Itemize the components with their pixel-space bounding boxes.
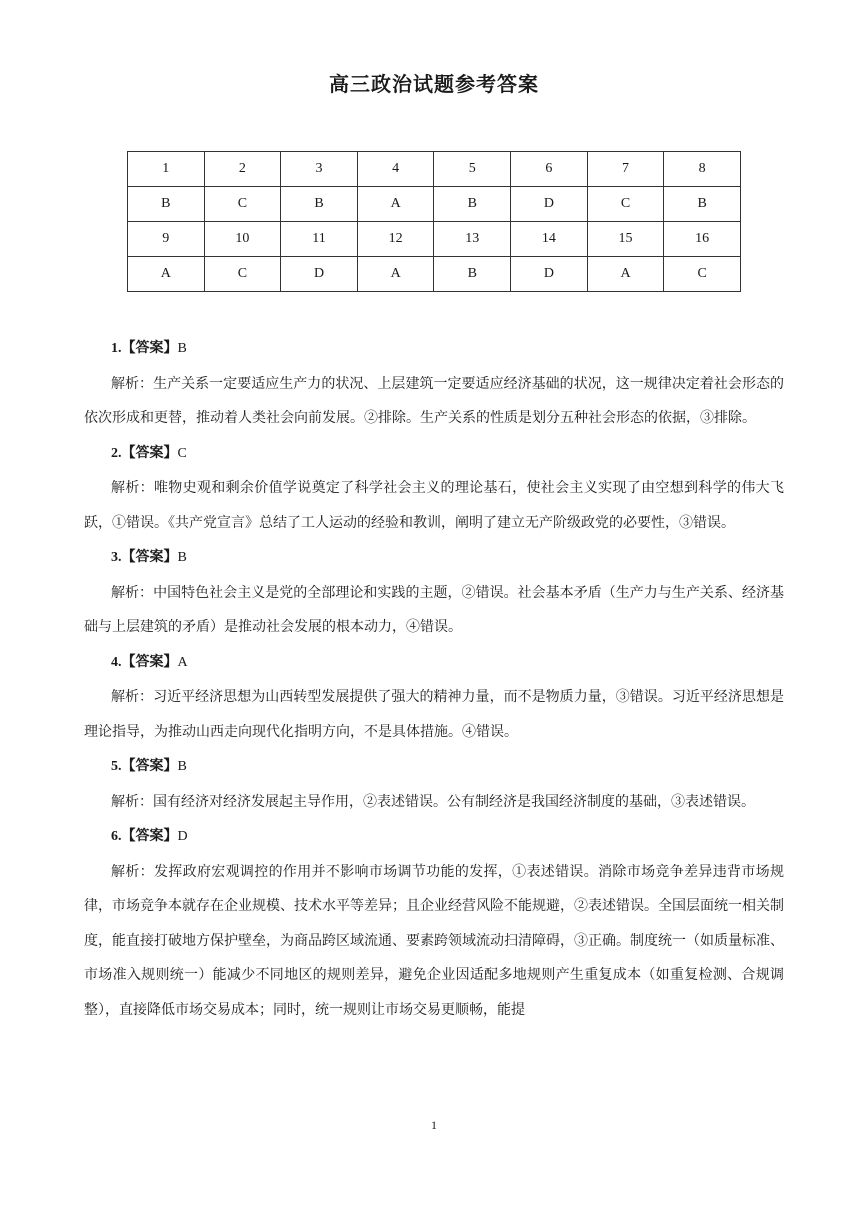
answer-letter: C — [177, 445, 187, 461]
explanation-paragraph: 解析：生产关系一定要适应生产力的状况、上层建筑一定要适应经济基础的状况，这一规律决定着社会形态的依次形成和更替，推动着人类社会向前发展。②排除。生产关系的性质是划分五种社会形态的依据，③排除。 — [84, 375, 784, 426]
answer-row — [128, 257, 741, 292]
answer-letter: B — [177, 759, 187, 774]
explanation-paragraph: 解析：中国特色社会主义是党的全部理论和实践的主题，②错误。社会基本矛盾（生产力与生产关系、经济基础与上层建筑的矛盾）是推动社会发展的根本动力，④错误。 — [84, 584, 784, 635]
question-number-cell: 4 — [357, 152, 434, 187]
answer-cell: A — [587, 257, 664, 292]
answer-cell: A — [357, 187, 434, 222]
answer-cell: B — [128, 187, 205, 222]
question-number-cell: 11 — [281, 222, 358, 257]
answer-letter: B — [177, 550, 187, 565]
answer-cell: B — [434, 257, 511, 292]
question-number-row — [128, 152, 741, 187]
question-answer-heading — [84, 819, 784, 855]
question-number-cell: 14 — [511, 222, 588, 257]
answer-row — [128, 187, 741, 222]
page-number: 1 — [431, 1118, 437, 1132]
answer-label: 【答案】 — [121, 444, 178, 461]
answer-cell: A — [128, 257, 205, 292]
answer-label: 【答案】 — [121, 340, 178, 356]
answer-letter: A — [177, 654, 188, 670]
answer-letter: D — [177, 829, 188, 844]
explanation-paragraph: 解析：国有经济对经济发展起主导作用，②表述错误。公有制经济是我国经济制度的基础，③表述错误。 — [111, 793, 755, 810]
explanation-paragraph: 解析：唯物史观和剩余价值学说奠定了科学社会主义的理论基石，使社会主义实现了由空想到科学的伟大飞跃，①错误。《共产党宣言》总结了工人运动的经验和教训，阐明了建立无产阶级政党的必要性，③错误。 — [84, 480, 784, 531]
question-answer-heading — [84, 645, 784, 681]
question-number: 1. — [111, 341, 122, 356]
question-number: 2. — [111, 445, 122, 461]
answer-cell: C — [587, 187, 664, 222]
question-number-cell: 8 — [664, 152, 741, 187]
answer-cell: C — [204, 187, 281, 222]
answer-label: 【答案】 — [121, 758, 178, 774]
page-title: 高三政治试题参考答案 — [329, 72, 539, 96]
question-number: 5. — [111, 759, 122, 774]
question-number-cell: 3 — [281, 152, 358, 187]
question-number-cell: 7 — [587, 152, 664, 187]
question-number-cell: 13 — [434, 222, 511, 257]
answer-cell: B — [664, 187, 741, 222]
answer-label: 【答案】 — [121, 549, 178, 565]
answer-cell: C — [664, 257, 741, 292]
answer-cell: D — [511, 257, 588, 292]
question-number-cell: 12 — [357, 222, 434, 257]
answer-letter: B — [177, 341, 187, 356]
question-number-cell: 2 — [204, 152, 281, 187]
question-answer-heading — [84, 749, 784, 785]
question-number-cell: 6 — [511, 152, 588, 187]
answer-table — [127, 151, 741, 292]
explanation-paragraph: 解析：习近平经济思想为山西转型发展提供了强大的精神力量，而不是物质力量，③错误。习近平经济思想是理论指导，为推动山西走向现代化指明方向，不是具体措施。④错误。 — [84, 689, 784, 740]
question-number-cell: 15 — [587, 222, 664, 257]
answer-cell: B — [434, 187, 511, 222]
question-number-row — [128, 222, 741, 257]
question-number-cell: 10 — [204, 222, 281, 257]
question-number-cell: 9 — [128, 222, 205, 257]
answer-cell: D — [511, 187, 588, 222]
question-answer-heading — [84, 331, 784, 367]
answer-cell: A — [357, 257, 434, 292]
answer-cell: C — [204, 257, 281, 292]
explanation-paragraph: 解析：发挥政府宏观调控的作用并不影响市场调节功能的发挥，①表述错误。消除市场竞争差异违背市场规律，市场竞争本就存在企业规模、技术水平等差异；且企业经营风险不能规避，②表述错误。全国层面统一相关制度，能直接打破地方保护壁垒，为商品跨区域流通、要素跨领域流动扫清障碍，③正确。制度统一（如质量标准、市场准入规则统一）能减少不同地区的规则差异，避免企业因适配多地规则产生重复成本（如重复检测、合规调整），直接降低市场交易成本；同时，统一规则让市场交易更顺畅，能提 — [84, 863, 784, 1018]
answer-label: 【答案】 — [121, 828, 178, 844]
question-number: 6. — [111, 829, 122, 844]
question-answer-heading — [84, 436, 784, 472]
answer-cell: B — [281, 187, 358, 222]
question-number-cell: 16 — [664, 222, 741, 257]
question-number-cell: 5 — [434, 152, 511, 187]
question-number-cell: 1 — [128, 152, 205, 187]
answer-cell: D — [281, 257, 358, 292]
question-number: 3. — [111, 550, 122, 565]
question-answer-heading — [84, 540, 784, 576]
answer-label: 【答案】 — [121, 653, 178, 670]
explanations — [84, 331, 784, 1027]
question-number: 4. — [111, 654, 122, 670]
